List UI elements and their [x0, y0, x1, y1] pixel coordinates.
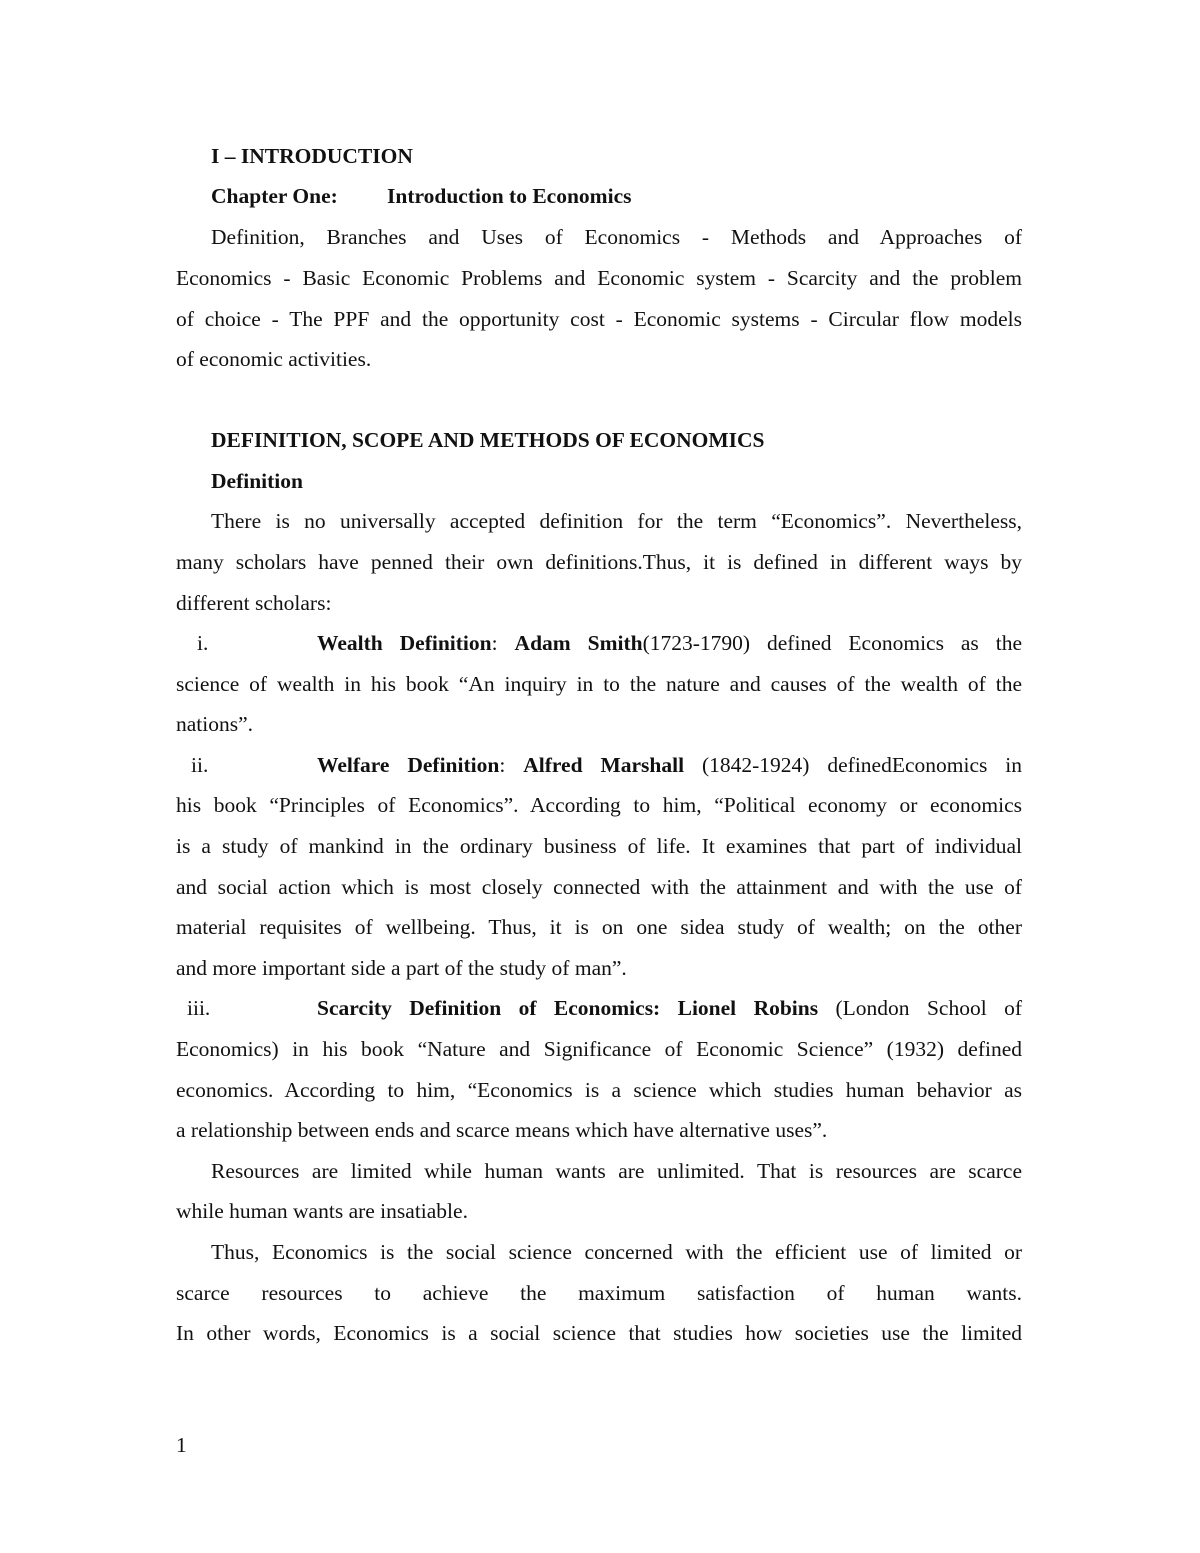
- definition-first-line: [317, 750, 1022, 780]
- page-number: 1: [176, 1433, 187, 1457]
- definition-line: science of wealth in his book “An inquiry in to the nature and causes of the wealth of the: [176, 672, 1022, 696]
- thus-line: scarce resources to achieve the maximum satisfaction of human wants.: [176, 1281, 1022, 1305]
- section-heading: DEFINITION, SCOPE AND METHODS OF ECONOMICS: [211, 428, 765, 452]
- definition-text: (1842-1924) definedEconomics in: [684, 753, 1022, 777]
- summary-line: Definition, Branches and Uses of Economics - Methods and Approaches of: [211, 225, 1022, 249]
- definition-term: Scarcity Definition of Economics: Lionel Robins: [317, 996, 819, 1020]
- list-marker: iii.: [187, 996, 211, 1020]
- definition-text: (1723-1790) defined Economics as the: [642, 631, 1023, 655]
- summary-line: of economic activities.: [176, 347, 372, 371]
- chapter-label: Chapter One:: [211, 184, 338, 208]
- thus-line: Thus, Economics is the social science concerned with the efficient use of limited or: [211, 1240, 1022, 1264]
- definition-separator: :: [499, 753, 524, 777]
- definition-line: a relationship between ends and scarce means which have alternative uses”.: [176, 1118, 828, 1142]
- definition-line: his book “Principles of Economics”. According to him, “Political economy or economics: [176, 793, 1022, 817]
- intro-line: different scholars:: [176, 591, 332, 615]
- resources-line: Resources are limited while human wants are unlimited. That is resources are scarce: [211, 1159, 1022, 1183]
- resources-line: while human wants are insatiable.: [176, 1199, 468, 1223]
- intro-line: many scholars have penned their own definitions.Thus, it is defined in different ways by: [176, 550, 1022, 574]
- subsection-heading: Definition: [211, 469, 303, 493]
- definition-line: Economics) in his book “Nature and Significance of Economic Science” (1932) defined: [176, 1037, 1022, 1061]
- intro-line: There is no universally accepted definition for the term “Economics”. Nevertheless,: [211, 509, 1022, 533]
- definition-term: Welfare Definition: [317, 753, 500, 777]
- definition-first-line: [317, 628, 1022, 658]
- definition-line: and social action which is most closely connected with the attainment and with the use of: [176, 875, 1022, 899]
- chapter-title: Introduction to Economics: [387, 184, 632, 208]
- definition-author: Adam Smith: [514, 631, 643, 655]
- part-heading: I – INTRODUCTION: [211, 144, 413, 168]
- list-marker: i.: [197, 631, 209, 655]
- definition-text: (London School of: [818, 996, 1022, 1020]
- definition-first-line: [317, 993, 1022, 1023]
- definition-line: is a study of mankind in the ordinary business of life. It examines that part of individual: [176, 834, 1022, 858]
- definition-line: material requisites of wellbeing. Thus, it is on one sidea study of wealth; on the other: [176, 915, 1022, 939]
- summary-line: of choice - The PPF and the opportunity cost - Economic systems - Circular flow models: [176, 307, 1022, 331]
- thus-line: In other words, Economics is a social science that studies how societies use the limited: [176, 1321, 1022, 1345]
- summary-line: Economics - Basic Economic Problems and Economic system - Scarcity and the problem: [176, 266, 1022, 290]
- definition-line: economics. According to him, “Economics is a science which studies human behavior as: [176, 1078, 1022, 1102]
- definition-separator: :: [491, 631, 515, 655]
- definition-term: Wealth Definition: [317, 631, 492, 655]
- definition-line: and more important side a part of the study of man”.: [176, 956, 627, 980]
- definition-line: nations”.: [176, 712, 254, 736]
- list-marker: ii.: [191, 753, 209, 777]
- definition-author: Alfred Marshall: [523, 753, 685, 777]
